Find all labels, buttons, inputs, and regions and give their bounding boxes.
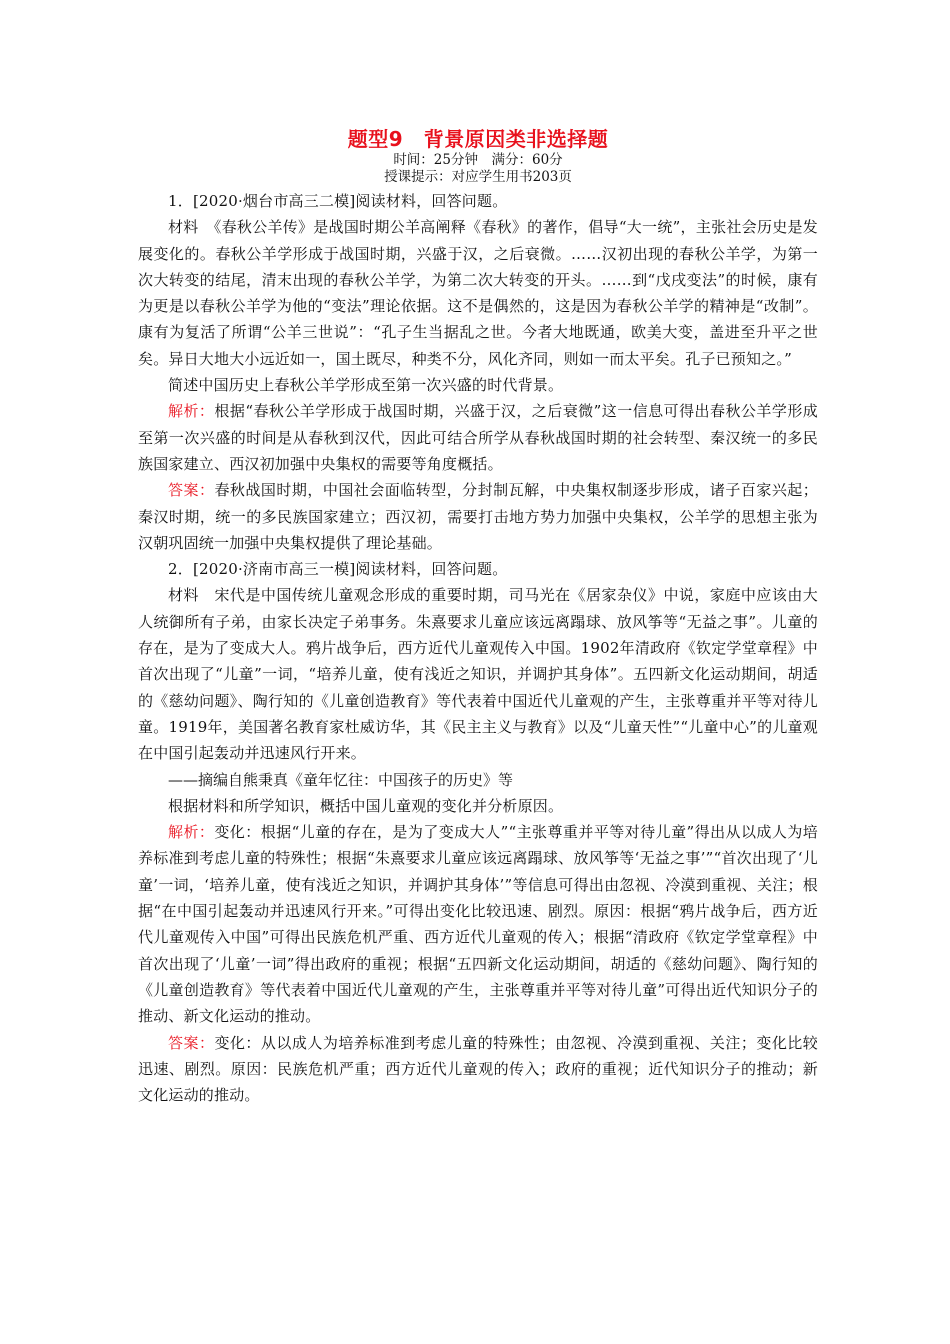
- answer-label: 答案：: [168, 1033, 215, 1052]
- time-info: 时间：25分钟 满分：60分: [393, 152, 563, 168]
- question-1: [138, 188, 818, 556]
- question-2-analysis: [138, 819, 818, 1029]
- answer-text: 变化：从以成人为培养标准到考虑儿童的特殊性；由忽视、冷漠到重视、关注；变化比较迅速、剧烈。原因：民族危机严重；西方近代儿童观的传入；政府的重视；近代知识分子的推动；新文化运动的推动。: [138, 1033, 818, 1105]
- question-1-answer: [138, 477, 818, 556]
- analysis-text: 根据“春秋公羊学形成于战国时期，兴盛于汉，之后衰微”这一信息可得出春秋公羊学形成至第一次兴盛的时间是从春秋到汉代，因此可结合所学从春秋战国时期的社会转型、秦汉统一的多民族国家建立、西汉初加强中央集权的需要等角度概括。: [138, 402, 818, 473]
- question-2: [138, 556, 818, 1108]
- question-1-material: 材料 《春秋公羊传》是战国时期公羊高阐释《春秋》的著作，倡导“大一统”，主张社会历史是发展变化的。春秋公羊学形成于战国时期，兴盛于汉，之后衰微。……汉初出现的春秋公羊学，为第一次大转变的结尾，清末出现的春秋公羊学，为第二次大转变的开头。……到“戊戌变法”的时候，康有为更是以春秋公羊学为他的“变法”理论依据。这不是偶然的，这是因为春秋公羊学的精神是“改制”。康有为复活了所谓“公羊三世说”：“孔子生当据乱之世。今者大地既通，欧美大变，盖进至升平之世矣。异日大地大小远近如一，国土既尽，种类不分，风化齐同，则如一而太平矣。孔子已预知之。”: [138, 218, 818, 368]
- question-1-heading: 1．[2020·烟台市高三二模]阅读材料，回答问题。: [168, 192, 508, 210]
- page-title: 题型9 背景原因类非选择题: [347, 127, 609, 151]
- answer-text: 春秋战国时期，中国社会面临转型，分封制瓦解，中央集权制逐步形成，诸子百家兴起；秦汉时期，统一的多民族国家建立；西汉初，需要打击地方势力加强中央集权，公羊学的思想主张为汉朝巩固统一加强中央集权提供了理论基础。: [138, 481, 818, 552]
- question-2-source: ——摘编自熊秉真《童年忆往：中国孩子的历史》等: [168, 770, 514, 789]
- question-2-material: 材料 宋代是中国传统儿童观念形成的重要时期，司马光在《居家杂仪》中说，家庭中应该由大人统御所有子弟，由家长决定子弟事务。朱熹要求儿童应该远离蹋球、放风筝等“无益之事”。儿童的存在，是为了变成大人。鸦片战争后，西方近代儿童观传入中国。1902年清政府《钦定学堂章程》中首次出现了“儿童”一词，“培养儿童，使有浅近之知识，并调护其身体”。五四新文化运动期间，胡适的《慈幼问题》、陶行知的《儿童创造教育》等代表着中国近代儿童观的产生，主张尊重并平等对待儿童。1919年，美国著名教育家杜威访华，其《民主主义与教育》以及“儿童天性”“儿童中心”的儿童观在中国引起轰动并迅速风行开来。: [138, 586, 818, 763]
- analysis-label: 解析：: [168, 823, 215, 842]
- answer-label: 答案：: [168, 481, 215, 500]
- analysis-text: 变化：根据“儿童的存在，是为了变成大人”“主张尊重并平等对待儿童”得出从以成人为培养标准到考虑儿童的特殊性；根据“朱熹要求儿童应该远离蹋球、放风筝等‘无益之事’”“首次出现了‘儿童’一词，‘培养儿童，使有浅近之知识，并调护其身体’”等信息可得出由忽视、冷漠到重视、关注；根据“在中国引起轰动并迅速风行开来。”可得出变化比较迅速、剧烈。原因：根据“鸦片战争后，西方近代儿童观传入中国”可得出民族危机严重、西方近代儿童观的传入；根据“清政府《钦定学堂章程》中首次出现了‘儿童’一词”得出政府的重视；根据“五四新文化运动期间，胡适的《慈幼问题》、陶行知的《儿童创造教育》等代表着中国近代儿童观的产生，主张尊重并平等对待儿童”可得出近代知识分子的推动、新文化运动的推动。: [138, 823, 818, 1026]
- document-page: [138, 126, 818, 1108]
- question-1-prompt: 简述中国历史上春秋公羊学形成至第一次兴盛的时代背景。: [168, 376, 564, 395]
- teaching-hint: 授课提示：对应学生用书203页: [384, 169, 572, 185]
- question-2-answer: [138, 1030, 818, 1109]
- question-2-heading: 2．[2020·济南市高三一模]阅读材料，回答问题。: [168, 560, 508, 579]
- analysis-label: 解析：: [168, 402, 215, 421]
- question-1-analysis: [138, 398, 818, 477]
- question-2-prompt: 根据材料和所学知识，概括中国儿童观的变化并分析原因。: [168, 796, 564, 815]
